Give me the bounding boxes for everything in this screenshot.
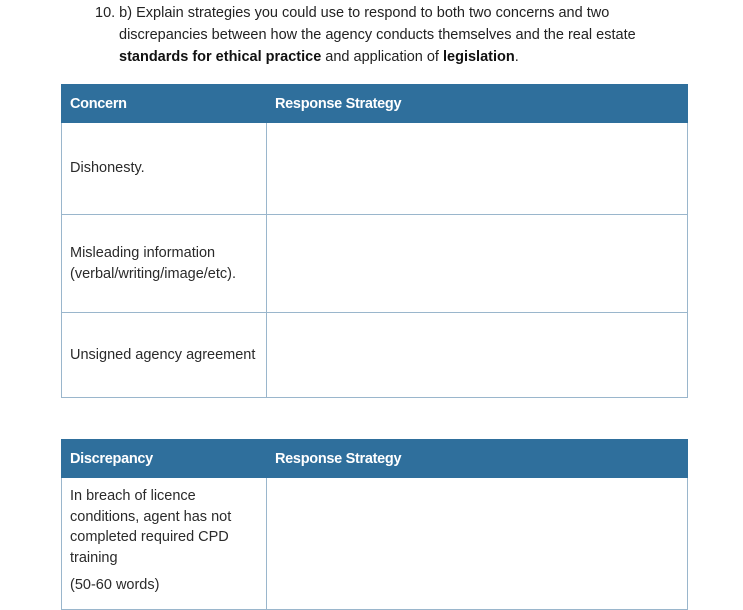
response-cell[interactable]	[267, 478, 688, 610]
question-line-1: 10. b) Explain strategies you could use to respond to both two concerns and two	[95, 5, 610, 21]
concern-cell: Dishonesty.	[62, 123, 267, 215]
response-cell[interactable]	[267, 313, 688, 398]
concern-cell: Misleading information (verbal/writing/image/etc).	[62, 215, 267, 313]
table-row	[62, 215, 688, 313]
concern-column-header: Concern	[62, 85, 267, 123]
question-line-3	[95, 46, 695, 68]
response-cell[interactable]	[267, 123, 688, 215]
table-row	[62, 478, 688, 610]
legislation-emphasis: legislation	[443, 49, 515, 65]
table-row	[62, 123, 688, 215]
response-strategy-column-header: Response Strategy	[267, 85, 688, 123]
concern-cell: Unsigned agency agreement	[62, 313, 267, 398]
discrepancy-table	[61, 439, 688, 610]
response-cell[interactable]	[267, 215, 688, 313]
table-row	[62, 313, 688, 398]
discrepancy-text: In breach of licence conditions, agent has not completed required CPD training	[70, 488, 232, 566]
discrepancy-cell	[62, 478, 267, 610]
question-line-3-mid: and application of	[321, 49, 443, 65]
response-strategy-column-header: Response Strategy	[267, 440, 688, 478]
question-text	[95, 2, 695, 68]
concern-table-header	[62, 85, 688, 123]
word-count-note: (50-60 words)	[70, 577, 160, 593]
concern-table	[61, 84, 688, 398]
question-line-3-end: .	[514, 49, 519, 65]
discrepancy-table-header	[62, 440, 688, 478]
discrepancy-column-header: Discrepancy	[62, 440, 267, 478]
question-line-2: discrepancies between how the agency conducts themselves and the real estate	[119, 27, 636, 43]
standards-emphasis: standards for ethical practice	[119, 49, 322, 65]
